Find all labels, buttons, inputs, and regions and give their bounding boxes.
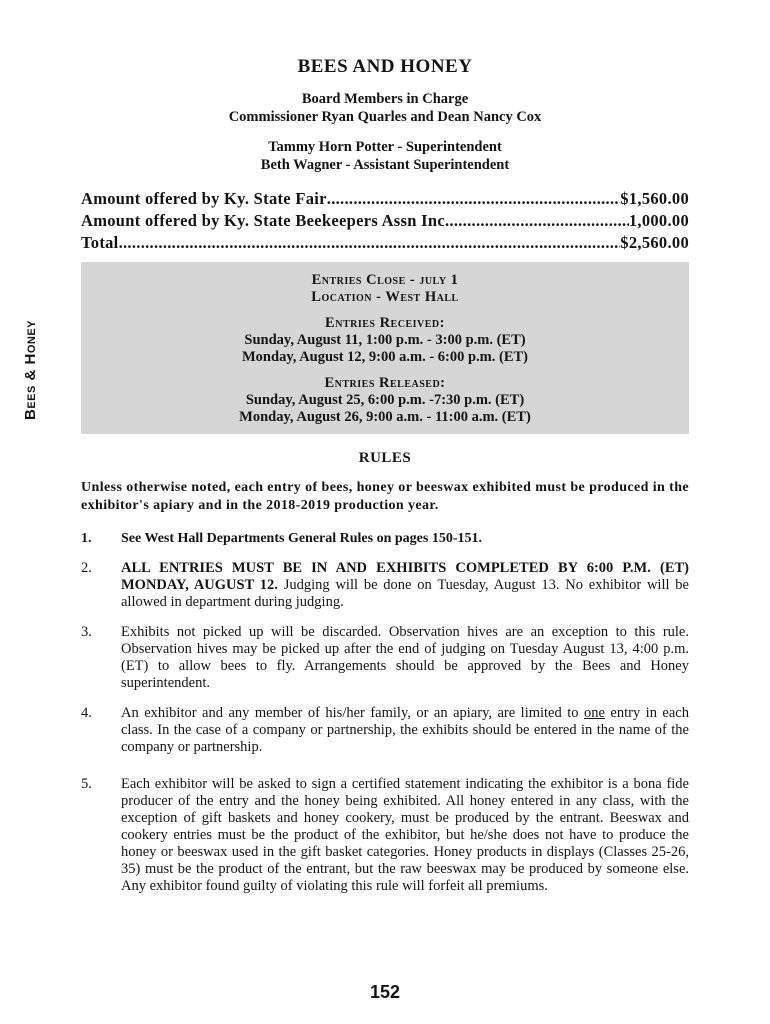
rule-body-text: Judging will be done on Tuesday, August 13. No exhibitor will be allowed in department during judging.: [121, 577, 689, 610]
rule-body-text: An exhibitor and any member of his/her family, or an apiary, are limited to: [121, 705, 584, 721]
board-section: [81, 90, 689, 126]
rule-underlined-text: one: [583, 705, 605, 721]
released-date: Sunday, August 25, 6:00 p.m. -7:30 p.m. (ET): [245, 392, 525, 408]
entries-released-heading: Entries Released:: [324, 375, 446, 391]
amount-label: Amount offered by Ky. State Fair: [81, 189, 327, 208]
document-page: [81, 56, 689, 895]
side-section-tab: Bees & Honey: [22, 319, 39, 420]
entries-received-heading: Entries Received:: [325, 315, 445, 331]
assistant-superintendent: Beth Wagner - Assistant Superintendent: [260, 157, 510, 173]
amount-label: Amount offered by Ky. State Beekeepers Assn Inc.: [81, 211, 450, 230]
amounts-list: [81, 188, 689, 254]
amount-row: [81, 210, 689, 232]
rule-bold-text: ALL ENTRIES MUST BE IN AND EXHIBITS COMPLETED BY 6:00 P.M. (ET) MONDAY, AUGUST 12.: [121, 560, 689, 593]
amount-value: $2,560.00: [620, 233, 689, 252]
schedule-box: [81, 262, 689, 434]
dot-leader: [449, 210, 628, 232]
amount-label: Total: [81, 233, 119, 252]
rule-body-text: entry in each class. In the case of a company or partnership, the exhibits should be entered in the name of the company or partnership.: [121, 705, 689, 755]
board-members: Commissioner Ryan Quarles and Dean Nancy Cox: [228, 109, 542, 125]
superintendent: Tammy Horn Potter - Superintendent: [268, 139, 502, 155]
amount-value: 1,000.00: [628, 211, 689, 230]
rule-number: 5.: [81, 776, 92, 792]
dot-leader: [119, 232, 621, 254]
rule-number: 4.: [81, 705, 92, 721]
rule-item: [81, 624, 689, 692]
rule-item: [81, 560, 689, 611]
rule-number: 3.: [81, 624, 92, 640]
location: Location - West Hall: [311, 289, 459, 305]
amount-value: $1,560.00: [620, 189, 689, 208]
dot-leader: [327, 188, 621, 210]
rule-item: [81, 705, 689, 756]
rule-item: [81, 530, 689, 547]
amount-total-row: [81, 232, 689, 254]
received-date: Sunday, August 11, 1:00 p.m. - 3:00 p.m. (ET): [244, 332, 526, 348]
rule-text: See West Hall Departments General Rules on pages 150-151.: [121, 531, 482, 546]
rules-heading: RULES: [358, 450, 412, 466]
rule-number: 1.: [81, 531, 92, 546]
page-number: 152: [369, 982, 401, 1002]
rule-text: Each exhibitor will be asked to sign a certified statement indicating the exhibitor is a bona fide producer of the entry and the honey being exhibited. All honey entered in any class, with the exception of gift baskets and honey cookery, must be produced by the entrant. Beeswax and cookery entries must be the product of the exhibitor, but he/she does not have to produce the honey or beeswax used in the gift basket categories. Honey products in displays (Classes 25-26, 35) must be the product of the entrant, but the raw beeswax may be produced by someone else. Any exhibitor found guilty of violating this rule will forfeit all premiums.: [121, 776, 689, 894]
board-heading: Board Members in Charge: [301, 91, 469, 107]
received-date: Monday, August 12, 9:00 a.m. - 6:00 p.m. (ET): [242, 349, 528, 365]
rule-text: Exhibits not picked up will be discarded. Observation hives are an exception to this rule. Observation hives may be picked up after the end of judging on Tuesday August 13, 4:00 p.m. (ET) to allow bees to fly. Arrangements should be approved by the Bees and Honey superintendent.: [121, 624, 689, 691]
released-date: Monday, August 26, 9:00 a.m. - 11:00 a.m. (ET): [239, 409, 531, 425]
rule-number: 2.: [81, 560, 92, 576]
rule-text: [121, 560, 689, 611]
rule-text: [121, 705, 689, 756]
entries-close: Entries Close - july 1: [311, 272, 459, 288]
staff-section: [81, 138, 689, 174]
amount-row: [81, 188, 689, 210]
rules-intro: Unless otherwise noted, each entry of bees, honey or beeswax exhibited must be produced in the exhibitor's apiary and in the 2018-2019 production year.: [81, 480, 689, 513]
page-title: BEES AND HONEY: [297, 56, 473, 77]
rule-item: [81, 776, 689, 895]
